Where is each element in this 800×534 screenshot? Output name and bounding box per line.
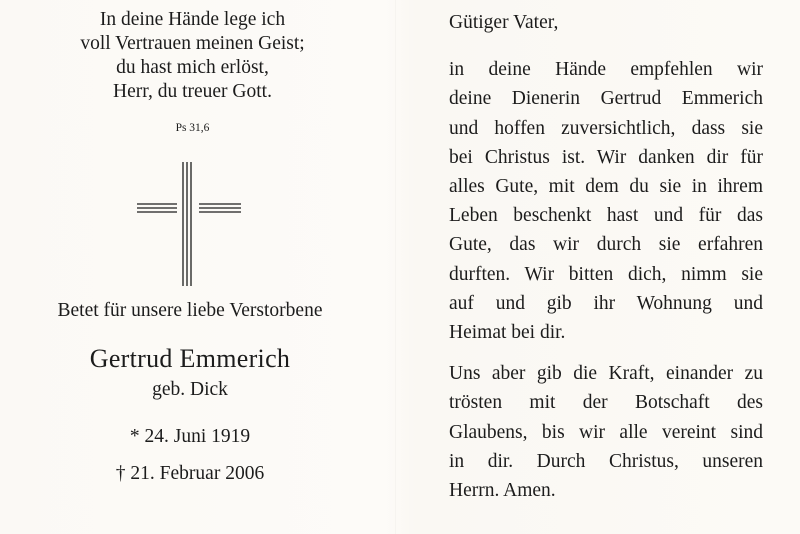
psalm-line: In deine Hände lege ich — [99, 9, 286, 30]
card-fold — [395, 0, 396, 534]
prayer-line: bei Christus ist. Wir danken dir für — [449, 146, 763, 168]
prayer-paragraph-1 — [449, 55, 763, 347]
prayer-line: in deine Hände empfehlen wir — [449, 59, 763, 81]
prayer-line: Leben beschenkt hast und für das — [449, 205, 763, 227]
psalm-line: du hast mich erlöst, — [116, 57, 269, 78]
prayer-line: Glaubens, bis wir alle vereint sind — [449, 421, 763, 443]
prayer-line: deine Dienerin Gertrud Emmerich — [449, 88, 763, 110]
psalm-verse — [20, 8, 365, 104]
prayer-line: Herrn. Amen. — [449, 480, 556, 502]
birth-date: * 24. Juni 1919 — [129, 426, 251, 447]
prayer-line: Gute, das wir durch sie erfahren — [449, 234, 763, 256]
prayer-line: trösten mit der Botschaft des — [449, 392, 763, 414]
death-date: † 21. Februar 2006 — [115, 463, 265, 484]
cross-icon — [135, 160, 245, 288]
right-panel — [449, 8, 763, 517]
psalm-line: Herr, du treuer Gott. — [113, 81, 272, 102]
maiden-name: geb. Dick — [152, 379, 228, 400]
prayer-line: Heimat bei dir. — [449, 322, 566, 344]
prayer-paragraph-2 — [449, 359, 763, 505]
prayer-line: auf und gib ihr Wohnung und — [449, 292, 763, 314]
prayer-line: Uns aber gib die Kraft, einander zu — [449, 363, 763, 385]
prayer-line: in dir. Durch Christus, unseren — [449, 450, 763, 472]
psalm-reference: Ps 31,6 — [175, 122, 210, 134]
prayer-request: Betet für unsere liebe Verstorbene — [57, 300, 323, 321]
prayer-line: alles Gute, mit dem du sie in ihrem — [449, 176, 763, 198]
deceased-name: Gertrud Emmerich — [89, 344, 291, 373]
prayer-line: durften. Wir bitten dich, nimm sie — [449, 263, 763, 285]
psalm-line: voll Vertrauen meinen Geist; — [80, 33, 305, 54]
prayer-salutation: Gütiger Vater, — [449, 12, 559, 33]
prayer-line: und hoffen zuversichtlich, dass sie — [449, 117, 763, 139]
